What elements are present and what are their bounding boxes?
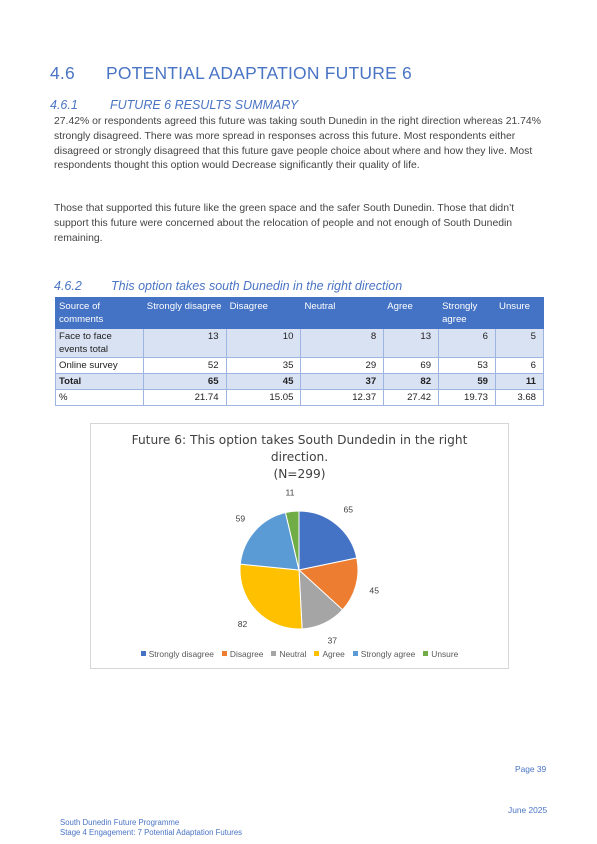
legend-swatch: [222, 651, 227, 656]
pie-chart: [90, 423, 509, 669]
table-header: Agree: [384, 298, 439, 329]
footer: [60, 818, 242, 838]
legend-item: [271, 649, 306, 659]
legend-item: [353, 649, 415, 659]
table-header: Source of comments: [56, 298, 144, 329]
subsection-title: FUTURE 6 RESULTS SUMMARY: [110, 98, 299, 112]
table-cell: 45: [226, 374, 301, 390]
table-header-row: [56, 298, 544, 329]
pie-slice-agree: [237, 564, 302, 629]
legend-label: Unsure: [431, 649, 459, 659]
table-cell: 82: [384, 374, 439, 390]
pie-data-label: 11: [285, 487, 295, 498]
subsection-number: 4.6.2: [54, 279, 82, 293]
legend-swatch: [141, 651, 146, 656]
results-table: [55, 297, 544, 406]
table-cell: 11: [496, 374, 544, 390]
table-row: [56, 390, 544, 406]
legend-item: [314, 649, 344, 659]
table-row: [56, 374, 544, 390]
table-header: Disagree: [226, 298, 301, 329]
table-cell: 65: [143, 374, 226, 390]
section-number: 4.6: [50, 63, 75, 83]
legend-label: Disagree: [229, 649, 264, 659]
table-cell: 21.74: [143, 390, 226, 406]
table-cell: %: [56, 390, 144, 406]
pie-data-label: 59: [235, 513, 246, 524]
table-cell: 29: [301, 358, 384, 374]
table-cell: 12.37: [301, 390, 384, 406]
page-number: Page 39: [515, 764, 547, 774]
table-cell: 15.05: [226, 390, 301, 406]
pie-data-label: 82: [237, 618, 248, 629]
legend-label: Strongly disagree: [148, 649, 214, 659]
legend-item: [141, 649, 214, 659]
table-row: [56, 358, 544, 374]
table-cell: 5: [496, 329, 544, 358]
table-header: Strongly disagree: [143, 298, 226, 329]
table-cell: 13: [143, 329, 226, 358]
pie-data-label: 37: [327, 635, 338, 646]
legend-swatch: [423, 651, 428, 656]
table-cell: 35: [226, 358, 301, 374]
subsection-number: 4.6.1: [50, 98, 78, 112]
subsection-title: This option takes south Dunedin in the right direction: [111, 279, 403, 293]
legend-label: Agree: [322, 649, 345, 659]
table-cell: Total: [56, 374, 144, 390]
legend-swatch: [271, 651, 276, 656]
table-header: Neutral: [301, 298, 384, 329]
pie-chart-svg: [91, 424, 508, 668]
legend-label: Neutral: [279, 649, 307, 659]
table-cell: 69: [384, 358, 439, 374]
document-date: June 2025: [508, 805, 548, 815]
pie-data-label: 65: [343, 504, 354, 515]
summary-paragraph-1: 27.42% or respondents agreed this future was taking south Dunedin in the right direction whereas 21.74% strongly disagreed. There was more spread in responses across this future. Most respondents either disagreed or strongly disagreed that this future gave people choice about where and how they live. Most respondents thought this option would Decrease significantly their quality of life.: [54, 116, 541, 172]
chart-legend: [91, 649, 508, 659]
legend-label: Strongly agree: [360, 649, 416, 659]
table-cell: 10: [226, 329, 301, 358]
subsection-heading-direction: [54, 279, 402, 293]
chart-title-line: direction.: [270, 450, 329, 464]
chart-title-line: (N=299): [273, 467, 326, 481]
legend-item: [222, 649, 264, 659]
table-cell: 27.42: [384, 390, 439, 406]
legend-swatch: [314, 651, 319, 656]
table-cell: 53: [439, 358, 496, 374]
table-cell: 6: [496, 358, 544, 374]
legend-swatch: [353, 651, 358, 656]
table-header: Unsure: [496, 298, 544, 329]
section-title: POTENTIAL ADAPTATION FUTURE 6: [106, 63, 412, 83]
table-row: [56, 329, 544, 358]
table-cell: 8: [301, 329, 384, 358]
table-cell: 19.73: [439, 390, 496, 406]
footer-line: Stage 4 Engagement: 7 Potential Adaptation Futures: [60, 828, 243, 837]
table-cell: 3.68: [496, 390, 544, 406]
summary-paragraph-2: Those that supported this future like the green space and the safer South Dunedin. Those that didn’t support this future were concerned about the relocation of people and not enough of South Dunedin remaining.: [54, 203, 515, 244]
table-cell: 59: [439, 374, 496, 390]
table-cell: 52: [143, 358, 226, 374]
table-cell: 6: [439, 329, 496, 358]
table-cell: 37: [301, 374, 384, 390]
chart-title-line: Future 6: This option takes South Dundedin in the right: [131, 433, 468, 447]
table-cell: Face to face events total: [56, 329, 144, 358]
pie-data-label: 45: [369, 585, 379, 596]
footer-line: South Dunedin Future Programme: [60, 818, 180, 827]
table-cell: Online survey: [56, 358, 144, 374]
table-header: Strongly agree: [439, 298, 496, 329]
table-cell: 13: [384, 329, 439, 358]
subsection-heading-results: [50, 98, 298, 112]
section-heading: [50, 63, 412, 84]
legend-item: [423, 649, 458, 659]
